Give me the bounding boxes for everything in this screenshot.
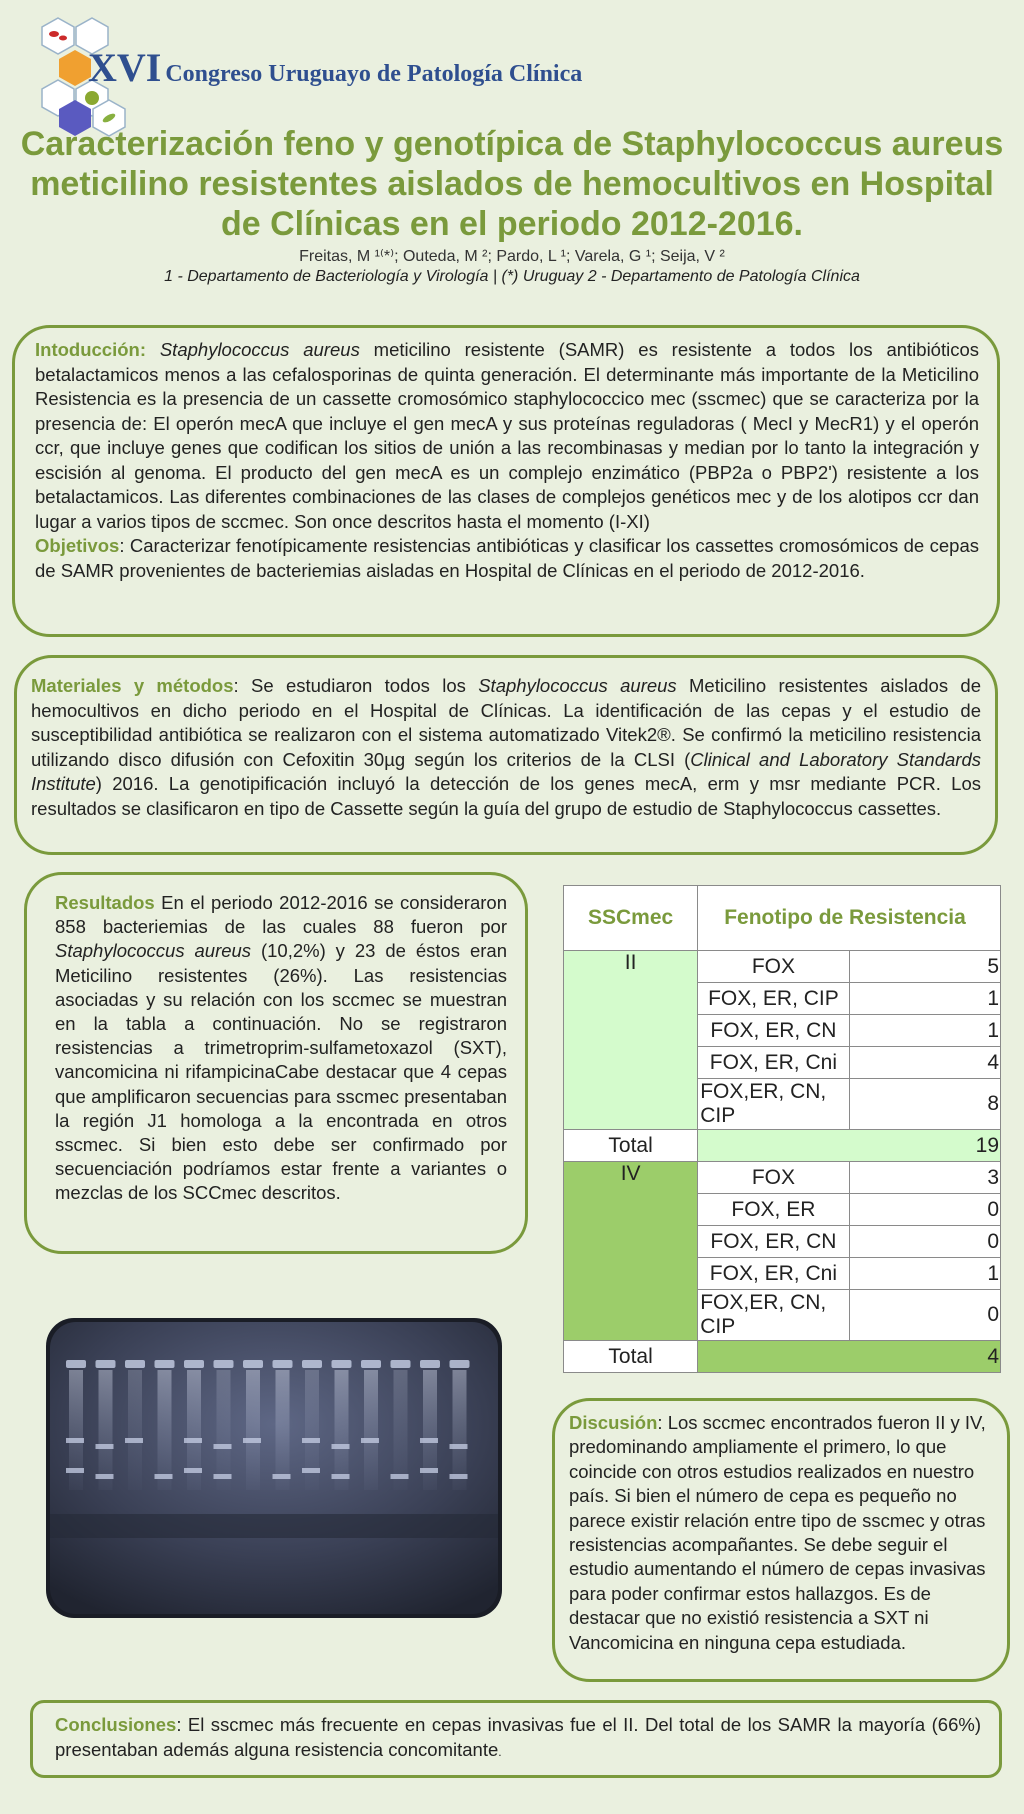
phenotype-cell: FOX — [698, 1162, 849, 1194]
phenotype-cell: FOX, ER, CN — [698, 1015, 849, 1047]
gel-band — [420, 1438, 438, 1443]
count-cell: 4 — [849, 1047, 1000, 1079]
gel-well — [96, 1360, 116, 1368]
electrophoresis-gel-photo-icon — [46, 1318, 502, 1618]
introduction-section: Intoducción: Staphylococcus aureus meticilino resistente (SAMR) es resistente a todos los antibióticos betalactamicos menos a las cefalosporinas de quinta generación. El determinante más importante de la Meticilino Resistencia es la presencia de un cassette cromosómico staphylococcico mec (sscmec) que se caracteriza por la presencia de: El operón mecA que incluye el gen mecA y sus proteínas reguladoras ( MecI y MecR1) y el operón ccr, que incluye genes que codifican los sitios de unión a las recombinasas y median por lo tanto la integración y escisión al genoma. El producto del gen mecA es un complejo enzimático (PBP2a o PBP2') resistente a los betalactamicos. Las diferentes combinaciones de las clases de complejos genéticos mec y de los alotipos ccr dan lugar a varios tipos de sccmec. Son once descritos hasta el momento (I-XI) Objetivos: Caracterizar fenotípicamente resistencias antibióticas y clasificar los cassettes cromosómicos de cepas de SAMR provenientes de bacteriemias aisladas en Hospital de Clínicas en el periodo de 2012-2016. — [12, 325, 1000, 637]
gel-band — [273, 1474, 291, 1479]
count-cell: 1 — [849, 983, 1000, 1015]
gel-well — [391, 1360, 411, 1368]
gel-band — [361, 1438, 379, 1443]
gel-lane — [394, 1370, 408, 1490]
congress-number: XVI — [88, 45, 162, 90]
gel-band — [66, 1438, 84, 1443]
gel-lane — [99, 1370, 113, 1490]
gel-band — [420, 1468, 438, 1473]
authors: Freitas, M ¹⁽*⁾; Outeda, M ²; Pardo, L ¹; Varela, G ¹; Seija, V ² — [299, 248, 725, 265]
gel-well — [214, 1360, 234, 1368]
gel-well — [420, 1360, 440, 1368]
count-cell: 0 — [849, 1194, 1000, 1226]
poster-title: Caracterización feno y genotípica de Staphylococcus aureus meticilino resistentes aislados de hemocultivos en Hospital de Clínicas en el periodo 2012-2016. — [20, 125, 1004, 243]
gel-band — [302, 1468, 320, 1473]
gel-band — [214, 1474, 232, 1479]
phenotype-cell: FOX, ER — [698, 1194, 849, 1226]
total-count-cell: 19 — [698, 1130, 1001, 1162]
gel-well — [155, 1360, 175, 1368]
gel-lane — [335, 1370, 349, 1490]
gel-band — [332, 1474, 350, 1479]
gel-lane — [128, 1370, 142, 1490]
sscmec-resistance-table — [563, 885, 1001, 1373]
gel-band — [96, 1474, 114, 1479]
gel-well — [66, 1360, 86, 1368]
phenotype-cell: FOX — [698, 951, 849, 983]
phenotype-cell: FOX, ER, CIP — [698, 983, 849, 1015]
gel-well — [361, 1360, 381, 1368]
table-header-phenotype: Fenotipo de Resistencia — [698, 886, 1001, 951]
gel-well — [450, 1360, 470, 1368]
table-total-row — [564, 1341, 1001, 1373]
gel-well — [332, 1360, 352, 1368]
gel-lane — [217, 1370, 231, 1490]
methods-section: Materiales y métodos: Se estudiaron todos los Staphylococcus aureus Meticilino resistentes aislados de hemocultivos en dicho periodo en el Hospital de Clínicas. La identificación de las cepas y el estudio de susceptibilidad antibiótica se realizaron con el sistema automatizado Vitek2®. Se confirmó la meticilino resistencia utilizando disco difusión con Cefoxitin 30µg según los criterios de la CLSI (Clinical and Laboratory Standards Institute) 2016. La genotipificación incluyó la detección de los genes mecA, erm y msr mediante PCR. Los resultados se clasificaron en tipo de Cassette según la guía del grupo de estudio de Staphylococcus cassettes. — [14, 655, 998, 855]
gel-lane — [364, 1370, 378, 1490]
table-header-row — [564, 886, 1001, 951]
gel-band — [96, 1444, 114, 1449]
gel-band — [125, 1438, 143, 1443]
gel-band — [450, 1444, 468, 1449]
table-header-sscmec: SSCmec — [564, 886, 698, 951]
count-cell: 1 — [849, 1258, 1000, 1290]
gel-band — [243, 1438, 261, 1443]
gel-lane — [246, 1370, 260, 1490]
count-cell: 8 — [849, 1079, 1000, 1130]
phenotype-cell: FOX,ER, CN, CIP — [698, 1290, 849, 1341]
results-section: Resultados En el periodo 2012-2016 se consideraron 858 bacteriemias de las cuales 88 fueron por Staphylococcus aureus (10,2%) y 23 de éstos eran Meticilino resistentes (26%). Las resistencias asociadas y su relación con los sccmec se muestran en la tabla a continuación. No se registraron resistencias a trimetroprim-sulfametoxazol (SXT), vancomicina ni rifampicinaCabe destacar que 4 cepas que amplificaron secuencias para sscmec presentaban la región J1 homologa a la encontrada en otros sscmec. Si bien esto debe ser confirmado por secuenciación podríamos estar frente a variantes o mezclas de los SCCmec descritos. — [24, 872, 528, 1254]
phenotype-cell: FOX, ER, CN — [698, 1226, 849, 1258]
total-count-cell: 4 — [698, 1341, 1001, 1373]
count-cell: 0 — [849, 1226, 1000, 1258]
gel-band — [214, 1444, 232, 1449]
affiliations: 1 - Departamento de Bacteriología y Virología | (*) Uruguay 2 - Departamento de Patología Clínica — [164, 268, 860, 285]
sscmec-type-cell: II — [564, 951, 698, 1130]
conclusions-section: Conclusiones: El sscmec más frecuente en cepas invasivas fue el II. Del total de los SAMR la mayoría (66%) presentaban además alguna resistencia concomitante. — [30, 1700, 1002, 1778]
gel-band — [332, 1444, 350, 1449]
phenotype-cell: FOX,ER, CN, CIP — [698, 1079, 849, 1130]
gel-band — [450, 1474, 468, 1479]
total-label-cell: Total — [564, 1130, 698, 1162]
count-cell: 5 — [849, 951, 1000, 983]
gel-lane — [453, 1370, 467, 1490]
congress-name — [88, 44, 582, 91]
total-label-cell: Total — [564, 1341, 698, 1373]
gel-lane — [158, 1370, 172, 1490]
table-row — [564, 951, 1001, 983]
table-total-row — [564, 1130, 1001, 1162]
count-cell: 0 — [849, 1290, 1000, 1341]
sscmec-type-cell: IV — [564, 1162, 698, 1341]
count-cell: 1 — [849, 1015, 1000, 1047]
gel-band — [302, 1438, 320, 1443]
count-cell: 3 — [849, 1162, 1000, 1194]
gel-lane — [276, 1370, 290, 1490]
gel-band — [391, 1474, 409, 1479]
gel-band — [66, 1468, 84, 1473]
gel-well — [243, 1360, 263, 1368]
gel-well — [302, 1360, 322, 1368]
gel-well — [184, 1360, 204, 1368]
gel-band — [155, 1474, 173, 1479]
gel-band — [184, 1438, 202, 1443]
gel-well — [273, 1360, 293, 1368]
phenotype-cell: FOX, ER, Cni — [698, 1258, 849, 1290]
table-body — [564, 951, 1001, 1373]
phenotype-cell: FOX, ER, Cni — [698, 1047, 849, 1079]
gel-band — [184, 1468, 202, 1473]
table-row — [564, 1162, 1001, 1194]
discussion-section: Discusión: Los sccmec encontrados fueron II y IV, predominando ampliamente el primero, lo que coincide con otros estudios realizados en nuestro país. Si bien el número de cepa es pequeño no parece existir relación entre tipo de sscmec y otras resistencias acompañantes. Se debe seguir el estudio aumentando el número de cepas invasivas para poder confirmar estos hallazgos. Es de destacar que no existió resistencia a SXT ni Vancomicina en ninguna cepa estudiada. — [552, 1398, 1010, 1682]
gel-well — [125, 1360, 145, 1368]
congress-title: Congreso Uruguayo de Patología Clínica — [165, 61, 583, 87]
